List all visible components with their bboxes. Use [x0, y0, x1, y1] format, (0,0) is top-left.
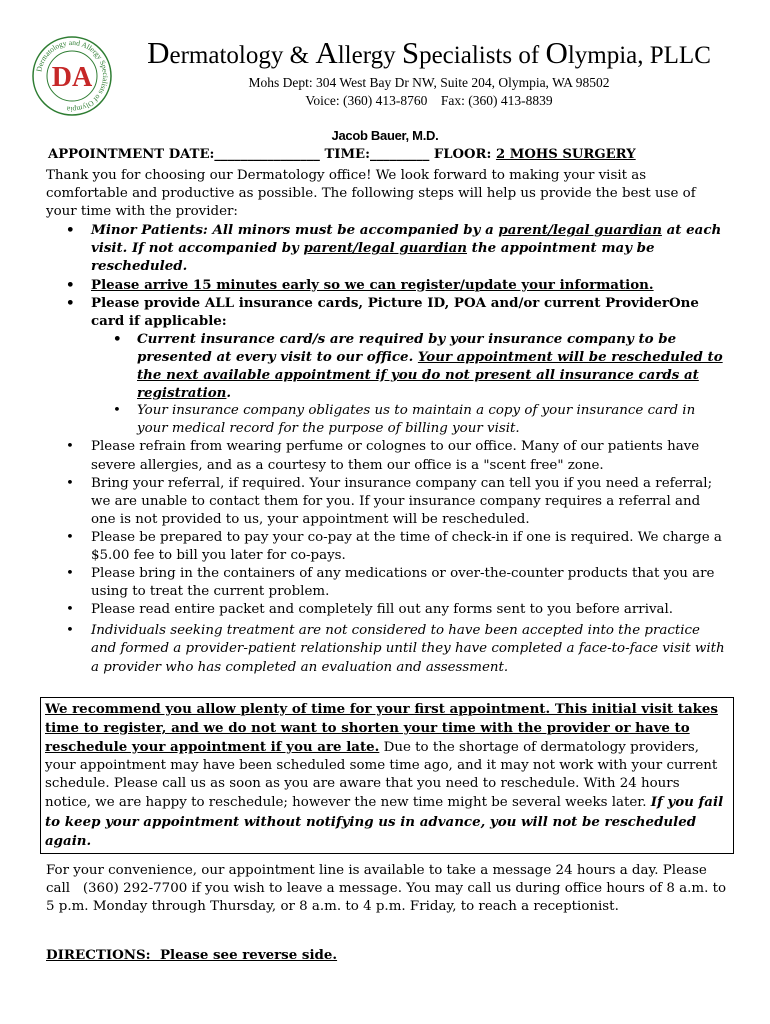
list-item-copay: • Please be prepared to pay your co-pay at the time of check-in if one is required. We charge a $5.00 fee to bill you later for co-pays.: [46, 529, 728, 565]
practice-logo: [30, 34, 114, 118]
practice-title: Dermatology & Allergy Specialists of Olympia, PLLC: [147, 35, 711, 70]
svg-text:Dermatology and Allergy Specia: Dermatology and Allergy Specialists of Olympia: [34, 37, 111, 115]
list-item-perfume: • Please refrain from wearing perfume or colognes to our office. Many of our patients have severe allergies, and as a courtesy to them our office is a "scent free" zone.: [46, 438, 728, 474]
instructions-body: [46, 167, 728, 677]
appointment-line-paragraph: For your convenience, our appointment line is available to take a message 24 hours a day. Please call (360) 292-7700 if you wish to leave a message. You may call us during office hours of 8 a.m. to 5 p.m. Monday through Thursday, or 8 a.m. to 4 p.m. Friday, to reach a receptionist.: [46, 863, 731, 915]
appointment-time-blank: _________: [369, 147, 430, 162]
list-item-containers: • Please bring in the containers of any medications or over-the-counter products that you are using to treat the current problem.: [46, 565, 728, 601]
practice-phone: Voice: (360) 413-8760 Fax: (360) 413-8839: [305, 93, 553, 108]
intro-paragraph: Thank you for choosing our Dermatology office! We look forward to making your visit as comfortable and productive as possible. The following steps will help us provide the best use of your time with the provider:: [46, 168, 696, 220]
appointment-floor-label: FLOOR:: [429, 147, 496, 162]
first-appointment-notice: We recommend you allow plenty of time for your first appointment. This initial visit takes time to register, and we do not want to shorten your time with the provider or have to reschedule your appointment if you are late. Due to the shortage of dermatology providers, your appointment may have been scheduled some time ago, and it may not work with your current schedule. Please call us as soon as you are aware that you need to reschedule. With 24 hours notice, we are happy to reschedule; however the new time might be several weeks later. If you fail to keep your appointment without notifying us in advance, you will not be rescheduled again.: [40, 697, 734, 854]
appointment-date-label: APPOINTMENT DATE:: [48, 147, 215, 162]
appointment-line: [48, 146, 748, 164]
directions-note: DIRECTIONS: Please see reverse side.: [46, 947, 338, 963]
list-item-packet: • Please read entire packet and completely fill out any forms sent to you before arrival.: [46, 601, 728, 619]
doctor-name: Jacob Bauer, M.D.: [331, 128, 439, 143]
practice-address: Mohs Dept: 304 West Bay Dr NW, Suite 204, Olympia, WA 98502: [248, 75, 610, 90]
list-item-relationship: • Individuals seeking treatment are not considered to have been accepted into the practice and formed a provider-patient relationship until they have completed a face-to-face visit with a provider who has completed an evaluation and assessment.: [46, 622, 728, 676]
list-item-arrive-early: • Please arrive 15 minutes early so we can register/update your information.: [46, 276, 728, 294]
list-item-insurance-copy: • Your insurance company obligates us to maintain a copy of your insurance card in your medical record for the purpose of billing your visit.: [46, 402, 728, 438]
instructions-list: [46, 221, 728, 676]
appointment-date-blank: ________________: [214, 147, 320, 162]
list-item-minors: • Minor Patients: All minors must be accompanied by a parent/legal guardian at each visit. If not accompanied by parent/legal guardian the appointment may be rescheduled.: [46, 221, 728, 275]
list-item-insurance-required: • Current insurance card/s are required by your insurance company to be presented at every visit to our office. Your appointment will be rescheduled to the next available appointment if you do not present all insurance cards at registration.: [46, 330, 728, 402]
appointment-floor-value: 2 MOHS SURGERY: [495, 147, 636, 162]
logo-letters: DA: [51, 62, 93, 93]
appointment-time-label: TIME:: [319, 147, 370, 162]
list-item-insurance: • Please provide ALL insurance cards, Picture ID, POA and/or current ProviderOne card if applicable:: [46, 294, 728, 330]
list-item-referral: • Bring your referral, if required. Your insurance company can tell you if you need a referral; we are unable to contact them for you. If your insurance company requires a referral and one is not provided to us, your appointment will be rescheduled.: [46, 475, 728, 529]
